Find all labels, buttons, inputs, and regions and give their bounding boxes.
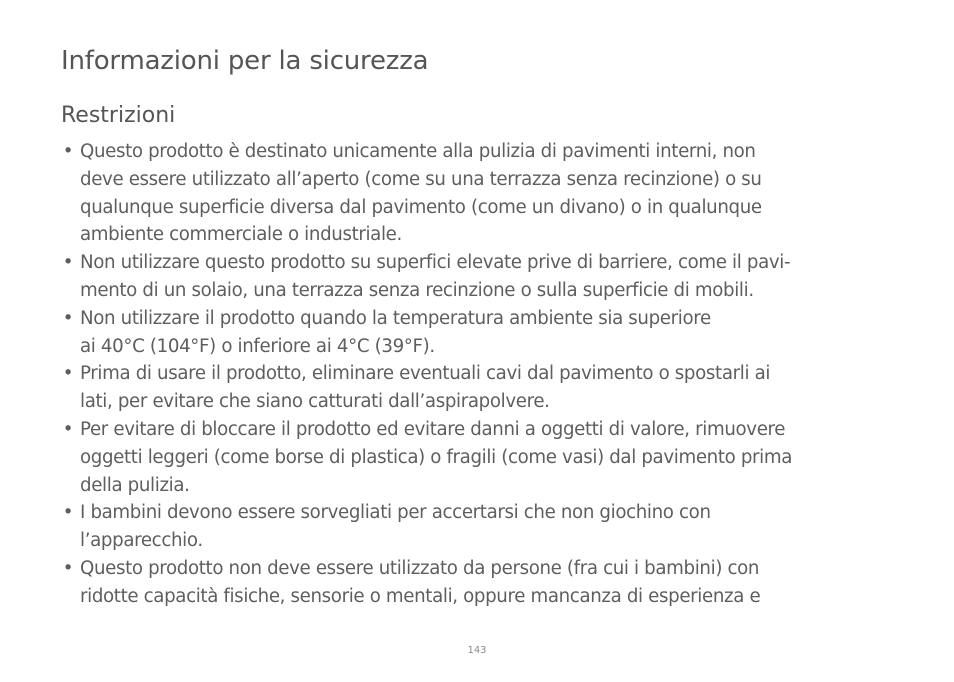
list-item-line: l’apparecchio. — [80, 530, 203, 552]
list-item — [61, 360, 921, 416]
page-number: 143 — [467, 645, 487, 656]
list-item — [61, 555, 921, 611]
restrictions-list — [61, 138, 921, 611]
bullet-icon: • — [62, 307, 74, 329]
bullet-icon: • — [62, 557, 74, 579]
list-item-line: ambiente commerciale o industriale. — [80, 224, 402, 246]
list-item-line: ai 40°C (104°F) o inferiore ai 4°C (39°F). — [80, 335, 435, 357]
bullet-icon: • — [62, 418, 74, 440]
list-item-line: mento di un solaio, una terrazza senza recinzione o sulla superficie di mobili. — [80, 279, 754, 301]
section-title: Restrizioni — [61, 103, 176, 128]
list-item — [61, 138, 921, 249]
list-item-line: ridotte capacità fisiche, sensorie o mentali, oppure mancanza di esperienza e — [80, 585, 761, 607]
list-item-line: Questo prodotto non deve essere utilizzato da persone (fra cui i bambini) con — [80, 557, 760, 579]
list-item-line: lati, per evitare che siano catturati dall’aspirapolvere. — [80, 391, 550, 413]
list-item — [61, 305, 921, 361]
bullet-icon: • — [62, 252, 74, 274]
bullet-icon: • — [62, 363, 74, 385]
list-item-line: deve essere utilizzato all’aperto (come su una terrazza senza recinzione) o su — [80, 168, 762, 190]
list-item-line: della pulizia. — [80, 474, 190, 496]
list-item — [61, 249, 921, 305]
page-title: Informazioni per la sicurezza — [61, 46, 429, 76]
list-item-line: oggetti leggeri (come borse di plastica) o fragili (come vasi) dal pavimento prima — [80, 446, 793, 468]
list-item-line: I bambini devono essere sorvegliati per accertarsi che non giochino con — [80, 502, 711, 524]
list-item-line: qualunque superficie diversa dal pavimento (come un divano) o in qualunque — [80, 196, 762, 218]
bullet-icon: • — [62, 502, 74, 524]
list-item — [61, 499, 921, 555]
list-item-line: Prima di usare il prodotto, eliminare eventuali cavi dal pavimento o spostarli ai — [80, 363, 771, 385]
list-item — [61, 416, 921, 499]
list-item-line: Questo prodotto è destinato unicamente alla pulizia di pavimenti interni, non — [80, 141, 756, 162]
list-item-line: Non utilizzare il prodotto quando la temperatura ambiente sia superiore — [80, 307, 711, 329]
list-item-line: Per evitare di bloccare il prodotto ed evitare danni a oggetti di valore, rimuovere — [80, 418, 786, 440]
bullet-icon: • — [62, 141, 74, 162]
list-item-line: Non utilizzare questo prodotto su superfici elevate prive di barriere, come il pavi- — [80, 252, 791, 274]
